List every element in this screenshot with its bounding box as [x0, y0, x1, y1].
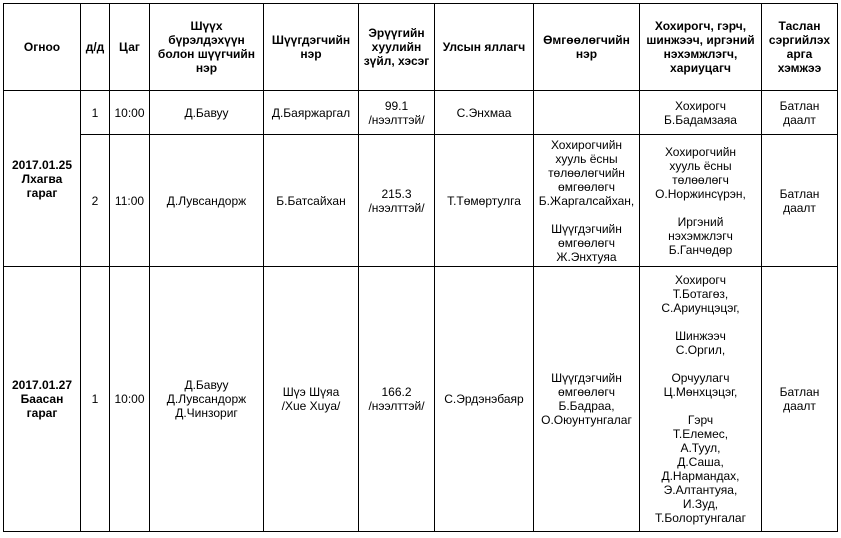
header-defendant: Шүүгдэгчийн нэр	[264, 4, 359, 91]
parties-cell: Хохирогч Б.Бадамзаяа	[640, 91, 762, 135]
header-lawyer: Өмгөөлөгчийн нэр	[534, 4, 640, 91]
article-cell: 99.1 /нээлттэй/	[359, 91, 435, 135]
measure-cell: Батлан даалт	[762, 135, 838, 267]
court-schedule-table	[3, 3, 838, 532]
defendant-cell: Шүэ Шүяа /Xue Xuya/	[264, 267, 359, 532]
table-row	[4, 91, 838, 135]
measure-cell: Батлан даалт	[762, 267, 838, 532]
prosecutor-cell: С.Эрдэнэбаяр	[435, 267, 534, 532]
article-cell: 166.2 /нээлттэй/	[359, 267, 435, 532]
header-article: Эрүүгийн хуулийн зүйл, хэсэг	[359, 4, 435, 91]
lawyer-cell: Шүүгдэгчийн өмгөөлөгч Б.Бадраа, О.Оюунтунгалаг	[534, 267, 640, 532]
header-measure: Таслан сэргийлэх арга хэмжээ	[762, 4, 838, 91]
table-row	[4, 267, 838, 532]
article-cell: 215.3 /нээлттэй/	[359, 135, 435, 267]
table-row	[4, 135, 838, 267]
number-cell: 1	[81, 267, 110, 532]
header-judges: Шүүх бүрэлдэхүүн болон шүүгчийн нэр	[150, 4, 264, 91]
defendant-cell: Д.Баяржаргал	[264, 91, 359, 135]
prosecutor-cell: Т.Төмөртулга	[435, 135, 534, 267]
header-date: Огноо	[4, 4, 81, 91]
time-cell: 10:00	[110, 91, 150, 135]
number-cell: 1	[81, 91, 110, 135]
header-time: Цаг	[110, 4, 150, 91]
header-row	[4, 4, 838, 91]
defendant-cell: Б.Батсайхан	[264, 135, 359, 267]
parties-cell: Хохирогч Т.Ботагөз, С.Ариунцэцэг, Шинжээч С.Оргил, Орчуулагч Ц.Мөнхцэцэг, Гэрч Т.Елемес, А.Туул, Д.Саша, Д.Нармандах, Э.Алтантуяа, И.Зуд, Т.Болортунгалаг	[640, 267, 762, 532]
judges-cell: Д.Лувсандорж	[150, 135, 264, 267]
header-number: д/д	[81, 4, 110, 91]
header-parties: Хохирогч, гэрч, шинжээч, иргэний нэхэмжлэгч, хариуцагч	[640, 4, 762, 91]
lawyer-cell	[534, 91, 640, 135]
parties-cell: Хохирогчийн хууль ёсны төлөөлөгч О.Норжинсүрэн, Иргэний нэхэмжлэгч Б.Ганчөдөр	[640, 135, 762, 267]
prosecutor-cell: С.Энхмаа	[435, 91, 534, 135]
time-cell: 10:00	[110, 267, 150, 532]
header-prosecutor: Улсын яллагч	[435, 4, 534, 91]
measure-cell: Батлан даалт	[762, 91, 838, 135]
judges-cell: Д.Бавуу	[150, 91, 264, 135]
date-cell: 2017.01.27 Баасан гараг	[4, 267, 81, 532]
judges-cell: Д.Бавуу Д.Лувсандорж Д.Чинзориг	[150, 267, 264, 532]
time-cell: 11:00	[110, 135, 150, 267]
number-cell: 2	[81, 135, 110, 267]
date-cell: 2017.01.25 Лхагва гараг	[4, 91, 81, 267]
lawyer-cell: Хохирогчийн хууль ёсны төлөөлөгчийн өмгөөлөгч Б.Жаргалсайхан, Шүүгдэгчийн өмгөөлөгч Ж.Энхтуяа	[534, 135, 640, 267]
